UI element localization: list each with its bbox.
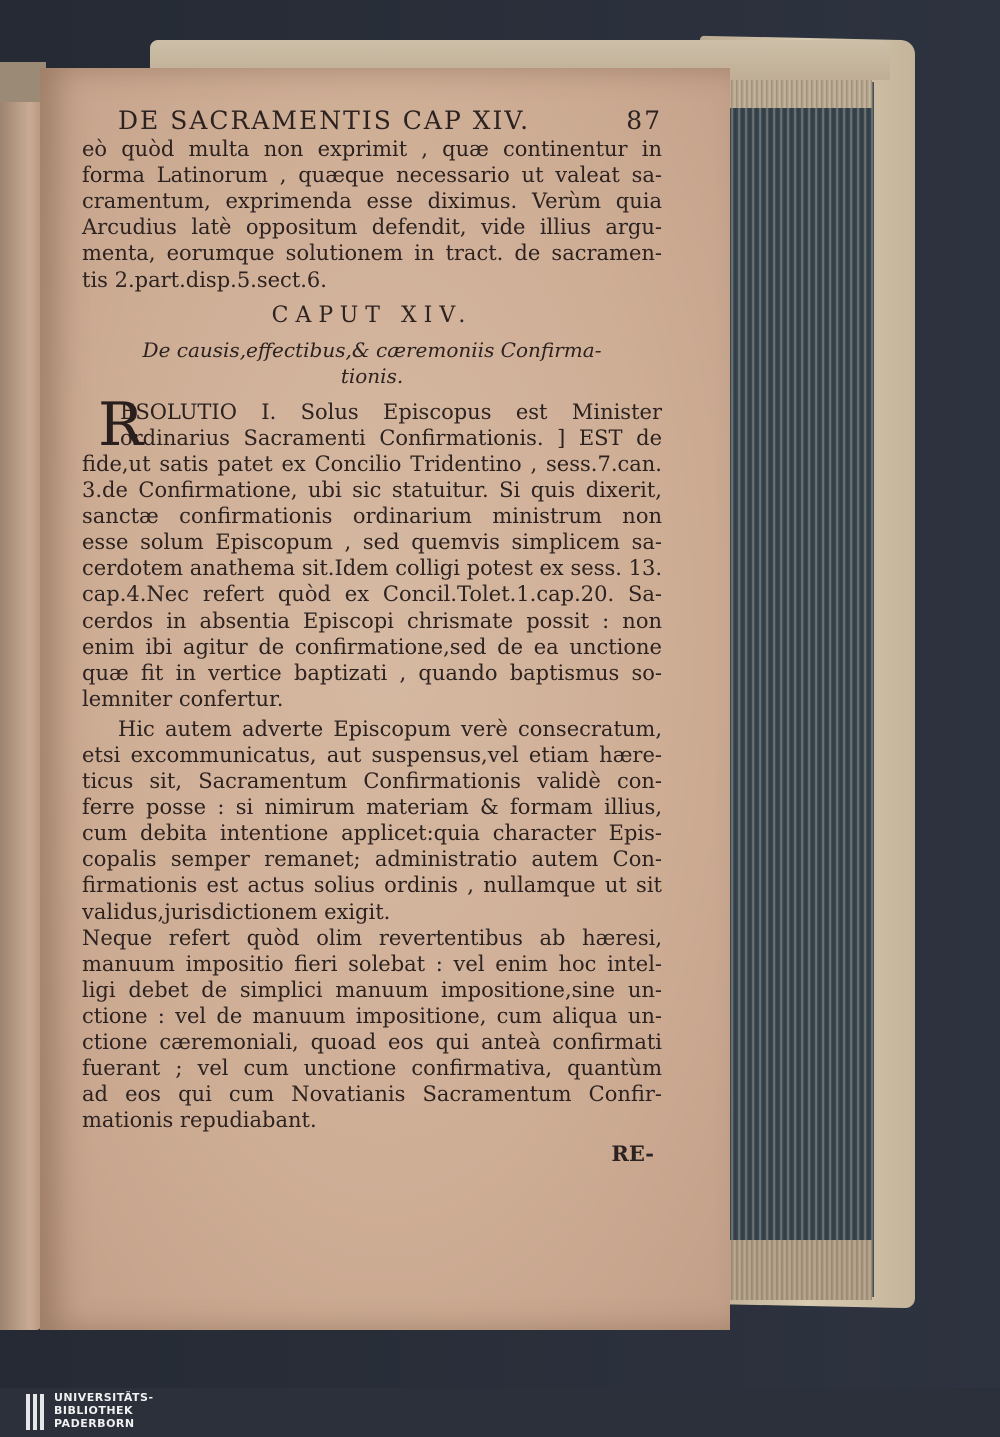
- text-line: fuerant ; vel cum unctione confirmativa, quantùm: [82, 1056, 662, 1081]
- text-line: mationis repudiabant.: [82, 1108, 317, 1133]
- page-number: 87: [626, 106, 662, 135]
- text-line: tis 2.part.disp.5.sect.6.: [82, 267, 327, 292]
- text-line: ferre posse : si nimirum materiam & formam illius,: [82, 795, 662, 820]
- intro-block: [82, 136, 662, 293]
- text-line: menta, eorumque solutionem in tract. de sacramen-: [82, 241, 662, 266]
- chapter-subtitle: [82, 337, 662, 389]
- catchword: RE-: [611, 1141, 654, 1167]
- logo-line: BIBLIOTHEK: [54, 1404, 134, 1417]
- text-line: firmationis est actus solius ordinis , nullamque ut sit: [82, 873, 662, 898]
- text-line: ticus sit, Sacramentum Confirmationis validè con-: [82, 769, 662, 794]
- library-logo-icon: [26, 1394, 46, 1430]
- text-line: eò quòd multa non exprimit , quæ continentur in: [82, 137, 662, 162]
- paragraph-2: [82, 716, 662, 925]
- page-fore-edge-bottom: [712, 1240, 872, 1300]
- library-logo-text: [54, 1391, 154, 1430]
- text-line: ligi debet de simplici manuum impositione,sine un-: [82, 977, 662, 1002]
- text-line: fide,ut satis patet ex Concilio Tridentino , sess.7.can.: [82, 451, 662, 476]
- text-line: lemniter confertur.: [82, 686, 284, 711]
- text-line: ctione cæremoniali, quoad eos qui anteà confirmati: [82, 1030, 662, 1054]
- logo-line: UNIVERSITÄTS-: [54, 1391, 154, 1404]
- subtitle-line: De causis,effectibus,& cæremoniis Confirma-: [142, 337, 602, 362]
- text-line: 3.de Confirmatione, ubi sic statuitur. Si quis dixerit,: [82, 478, 662, 503]
- text-line: copalis semper remanet; administratio autem Con-: [82, 847, 662, 872]
- text-line: forma Latinorum , quæque necessario ut valeat sa-: [82, 163, 662, 188]
- text-line: validus,jurisdictionem exigit.: [82, 899, 391, 924]
- text-line: ad eos qui cum Novatianis Sacramentum Confir-: [82, 1082, 662, 1107]
- text-line: cramentum, exprimenda esse diximus. Verùm quia: [82, 189, 662, 214]
- subtitle-line: tionis.: [340, 363, 404, 388]
- text-line: cerdos in absentia Episcopi chrismate possit : non: [82, 608, 662, 633]
- running-head: [118, 108, 662, 134]
- text-line: Arcudius latè oppositum defendit, vide illius argu-: [82, 215, 662, 240]
- text-line: cum debita intentione applicet:quia character Epis-: [82, 821, 662, 846]
- page-fore-edge: [712, 82, 874, 1297]
- page-fore-edge-top: [712, 80, 872, 108]
- text-line: Hic autem adverte Episcopum verè consecratum,: [118, 716, 662, 741]
- text-line: esse solum Episcopum , sed quemvis simplicem sa-: [82, 530, 662, 555]
- running-head-title: DE SACRAMENTIS CAP XIV.: [118, 106, 531, 135]
- logo-line: PADERBORN: [54, 1417, 135, 1430]
- paragraph-3: [82, 925, 662, 1134]
- library-footer: [0, 1388, 1000, 1437]
- text-line: sanctæ confirmationis ordinarium ministrum non: [82, 504, 662, 529]
- text-line: cap.4.Nec refert quòd ex Concil.Tolet.1.cap.20. Sa-: [82, 582, 662, 607]
- text-line: enim ibi agitur de confirmatione,sed de ea unctione: [82, 634, 662, 659]
- drop-cap: R: [98, 389, 144, 460]
- page-text: [82, 108, 662, 1167]
- left-page-edge: [0, 62, 42, 1330]
- chapter-heading: CAPUT XIV.: [271, 302, 473, 328]
- text-line: ordinarius Sacramenti Confirmationis. ] EST de: [120, 425, 662, 450]
- text-line: Neque refert quòd olim revertentibus ab hæresi,: [82, 925, 662, 950]
- resolution-paragraph: [82, 389, 662, 712]
- text-line: ctione : vel de manuum impositione, cum aliqua un-: [82, 1003, 662, 1028]
- text-line: quæ fit in vertice baptizati , quando baptismus so-: [82, 660, 662, 685]
- text-line: cerdotem anathema sit.Idem colligi potest ex sess. 13.: [82, 556, 662, 581]
- text-line: manuum impositio fieri solebat : vel enim hoc intel-: [82, 951, 662, 976]
- text-line: etsi excommunicatus, aut suspensus,vel etiam hære-: [82, 742, 662, 767]
- text-line: ESOLUTIO I. Solus Episcopus est Minister: [120, 399, 662, 424]
